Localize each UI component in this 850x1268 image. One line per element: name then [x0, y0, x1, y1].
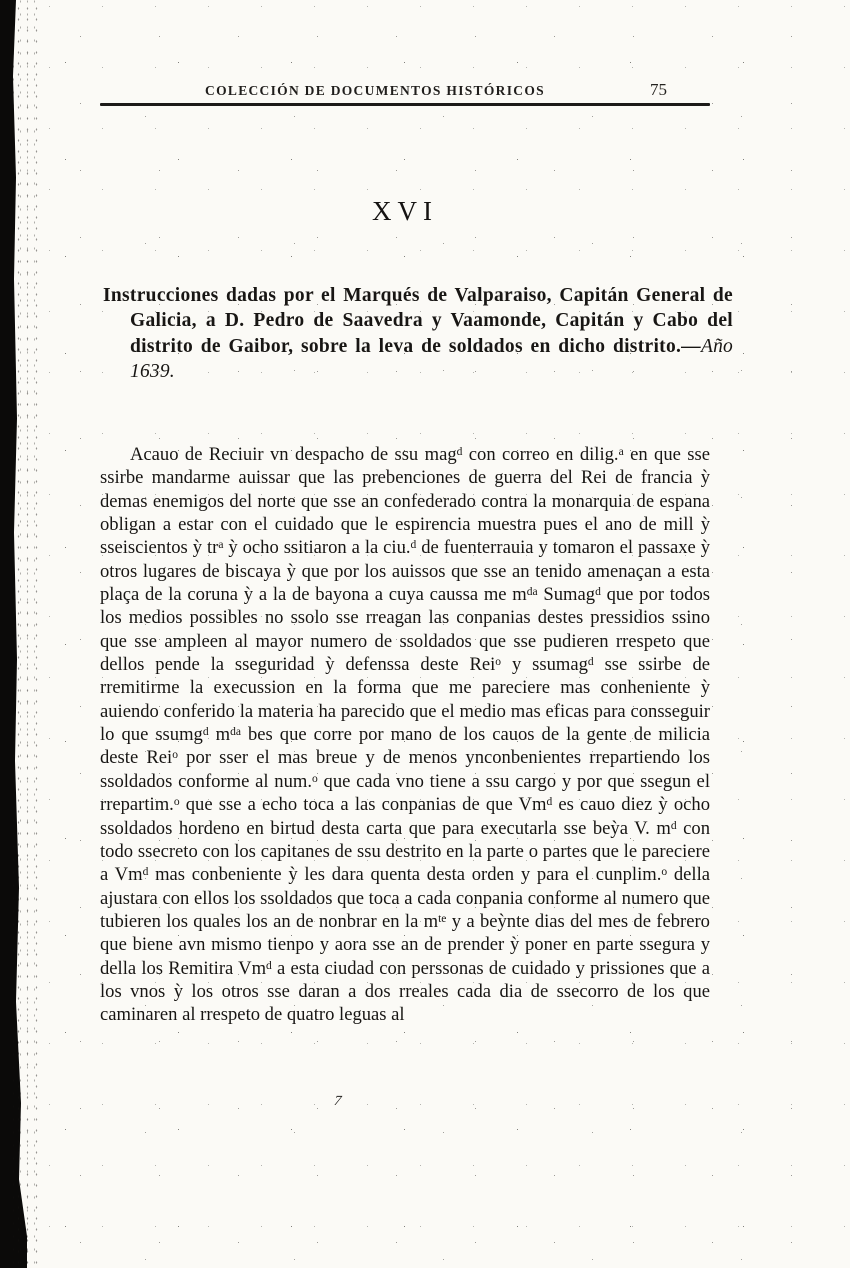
header-title: COLECCIÓN DE DOCUMENTOS HISTÓRICOS	[205, 83, 545, 98]
catchword-mark: 7	[333, 1094, 343, 1109]
page-number: 75	[650, 80, 667, 99]
document-title	[103, 283, 733, 384]
body-paragraph: Acauo de Reciuir vn despacho de ssu mag$^d$ con correo en dilig.$^a$ en que sse ssirbe mandarme auissar que las prebenciones de guerra del Rei de francia ỳ demas enemigos del norte que sse an confederado contra la monarquia de espana obligan a estar con el cuidado que le espirencia muestra pues el ano de mill ỳ sseiscientos ỳ $tr^a$ ỳ ocho ssitiaron a la ciu.$^d$ de fuenterrauia y tomaron el passaxe ỳ otros lugares de biscaya ỳ que por los auissos que sse an tenido amenaçan a esta plaça de la coruna ỳ a la de bayona a cuya caussa me $m^{da}$ Sumag$^d$ que por todos los medios possibles no ssolo sse rreagan las conpanias destes pressidios ssino que sse ampleen al mayor numero de ssoldados que sse pudieren rrespeto que dellos pende la sseguridad ỳ defenssa deste Rei$^o$ y ssumag$^d$ sse ssirbe de rremitirme la execussion en la forma que me pareciere mas conheniente ỳ auiendo conferido la materia ha parecido que el medio mas eficas para consseguir lo que ssumg$^d$ $m^{da}$ bes que corre por mano de los cauos de la gente de milicia deste Rei$^o$ por sser el mas breue y de menos ynconbenientes rrepartiendo los ssoldados conforme al num.$^o$ que cada vno tiene a ssu cargo y por que ssegun el rrepartim.$^o$ que sse a echo toca a las conpanias de que Vm$^d$ es cauo diez ỳ ocho ssoldados hordeno en birtud desta carta que para executarla sse beỳa V. $m^d$ con todo ssecreto con los capitanes de ssu destrito en la parte o partes que le pareciere a Vm$^d$ mas conbeniente ỳ les dara quenta desta orden y para el cunplim.$^o$ della ajustara con ellos los ssoldados que toca a cada conpania conforme al numero que tubieren los quales los an de nonbrar en la $m^{te}$ y a beỳnte dias del mes de febrero que biene avn mismo tienpo y aora sse an de prender ỳ poner en parte ssegura y della los Remitira Vm$^d$ a esta ciudad con perssonas de cuidado y prissiones que a los vnos ỳ los otros sse daran a dos rreales cada dia de ssecorro de los que caminaren al rrespeto de quatro leguas al	[100, 444, 711, 1026]
header-rule	[100, 103, 710, 106]
document-title-main: Instrucciones dadas por el Marqués de Valparaiso, Capitán General de Galicia, a D. Pedro de Saavedra y Vaamonde, Capitán y Cabo del distrito de Gaibor, sobre la leva de soldados en dicho distrito.—	[103, 285, 733, 357]
section-heading: XVI	[372, 196, 438, 226]
document-title-year: Año 1639.	[130, 335, 733, 382]
running-header	[100, 80, 710, 100]
scan-edge-noise	[12, 0, 38, 1268]
